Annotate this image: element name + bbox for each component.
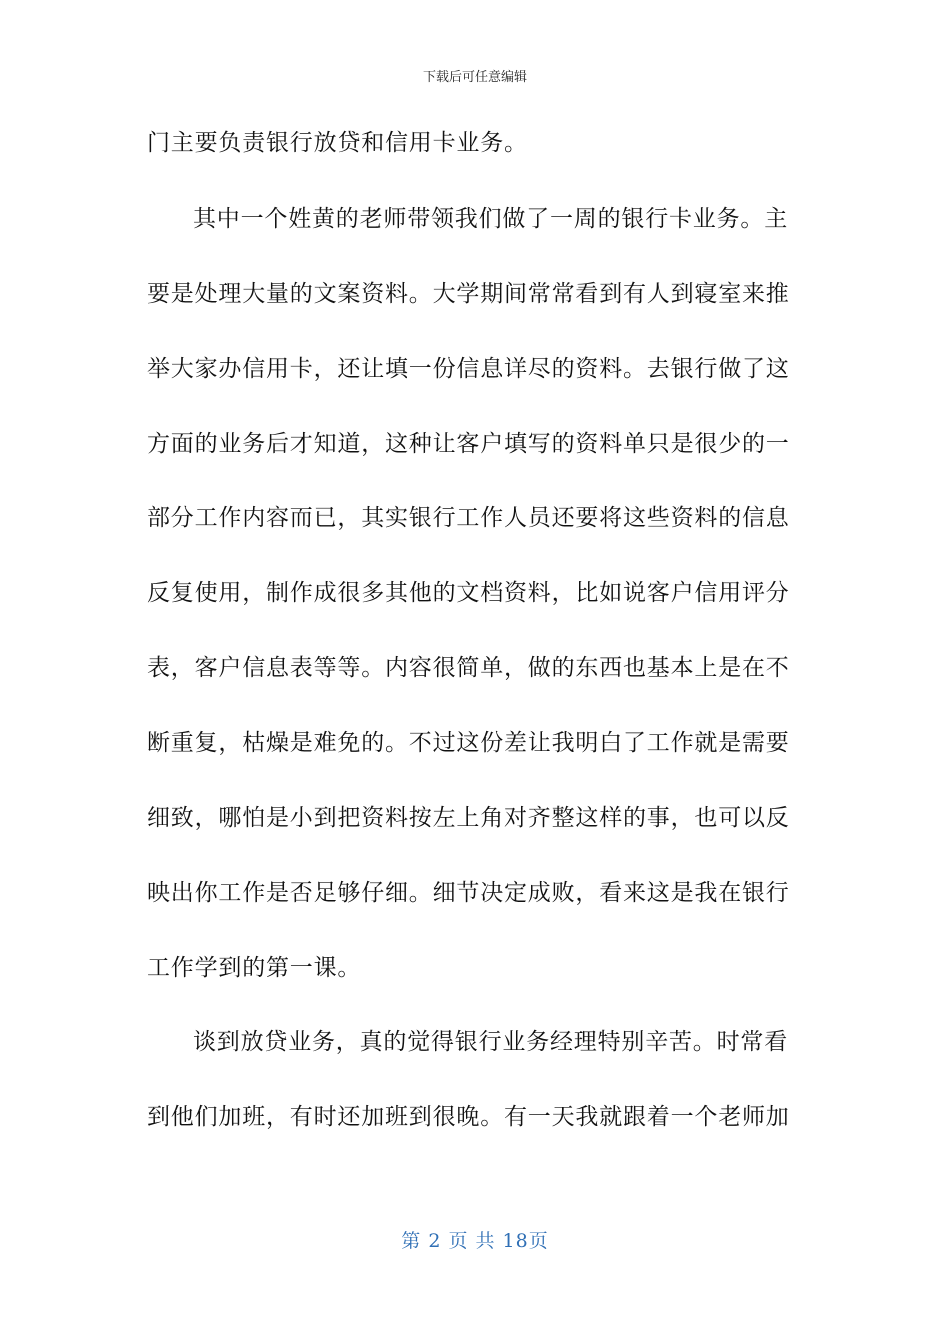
body-line: 断重复，枯燥是难免的。不过这份差让我明白了工作就是需要 xyxy=(147,730,790,756)
header-note: 下载后可任意编辑 xyxy=(422,70,527,85)
body-line: 到他们加班，有时还加班到很晚。有一天我就跟着一个老师加 xyxy=(147,1104,790,1130)
body-line: 工作学到的第一课。 xyxy=(147,955,362,981)
page-number-footer: 第 2 页 共 18页 xyxy=(401,1230,549,1252)
body-line: 其中一个姓黄的老师带领我们做了一周的银行卡业务。主 xyxy=(193,206,788,232)
body-line: 反复使用，制作成很多其他的文档资料，比如说客户信用评分 xyxy=(147,580,790,606)
body-line: 举大家办信用卡，还让填一份信息详尽的资料。去银行做了这 xyxy=(147,356,790,382)
body-line: 表，客户信息表等等。内容很简单，做的东西也基本上是在不 xyxy=(147,655,790,681)
body-line: 部分工作内容而已，其实银行工作人员还要将这些资料的信息 xyxy=(147,505,790,531)
body-line: 细致，哪怕是小到把资料按左上角对齐整这样的事，也可以反 xyxy=(147,805,790,831)
body-line: 映出你工作是否足够仔细。细节决定成败，看来这是我在银行 xyxy=(147,880,790,906)
body-line: 方面的业务后才知道，这种让客户填写的资料单只是很少的一 xyxy=(147,431,790,457)
body-line: 门主要负责银行放贷和信用卡业务。 xyxy=(147,130,528,156)
body-line: 谈到放贷业务，真的觉得银行业务经理特别辛苦。时常看 xyxy=(193,1029,788,1055)
body-line: 要是处理大量的文案资料。大学期间常常看到有人到寝室来推 xyxy=(147,281,790,307)
